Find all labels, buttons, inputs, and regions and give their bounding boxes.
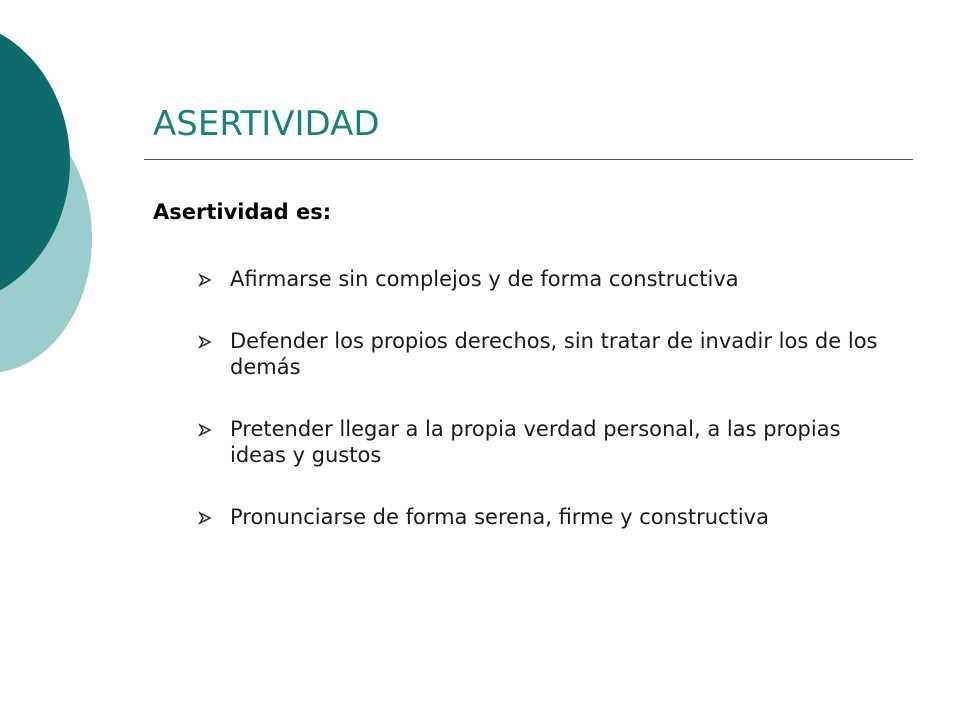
title-divider xyxy=(144,159,913,160)
bullet-text: Pretender llegar a la propia verdad personal, a las propias ideas y gustos xyxy=(230,417,841,467)
bullet-item xyxy=(198,328,898,380)
bullet-item xyxy=(198,266,898,292)
bullet-text: Afirmarse sin complejos y de forma constructiva xyxy=(230,267,739,291)
bullet-text: Defender los propios derechos, sin tratar de invadir los de los demás xyxy=(230,329,878,379)
bullet-list xyxy=(198,266,898,566)
arrowhead-bullet-icon xyxy=(198,511,212,525)
slide-title: ASERTIVIDAD xyxy=(153,104,380,144)
decorative-circles xyxy=(0,0,120,400)
subheading: Asertividad es: xyxy=(153,200,332,224)
arrowhead-bullet-icon xyxy=(198,423,212,437)
bullet-item xyxy=(198,416,898,468)
arrowhead-bullet-icon xyxy=(198,273,212,287)
arrowhead-bullet-icon xyxy=(198,335,212,349)
bullet-text: Pronunciarse de forma serena, firme y constructiva xyxy=(230,505,769,529)
bullet-item xyxy=(198,504,898,530)
